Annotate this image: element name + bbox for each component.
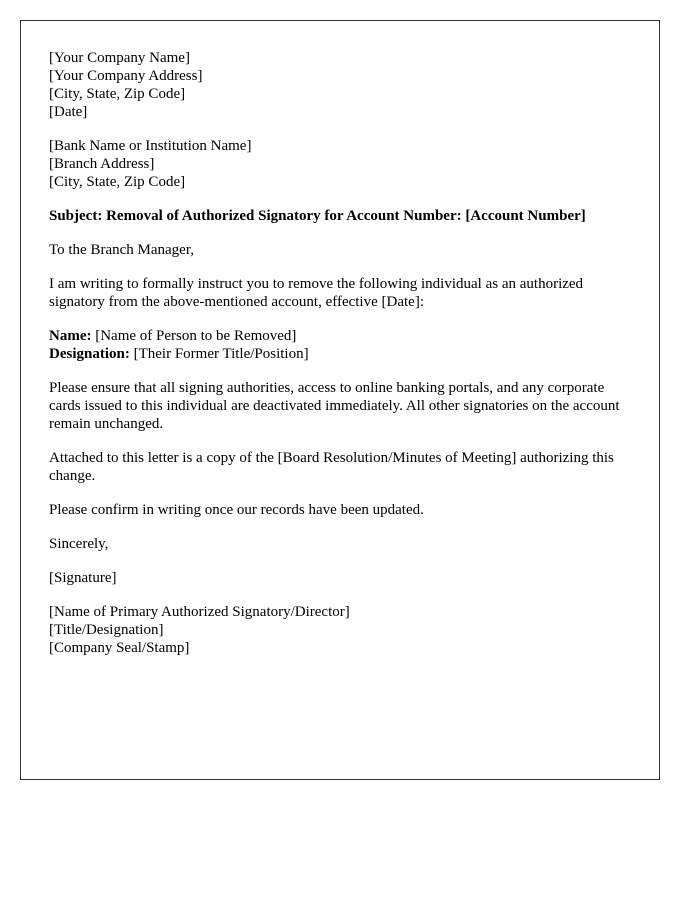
signatory-title: [Title/Designation] bbox=[49, 622, 164, 638]
letter-body bbox=[49, 49, 639, 673]
person-designation-row bbox=[49, 345, 639, 363]
intro-paragraph: I am writing to formally instruct you to remove the following individual as an authorized signatory from the above-mentioned account, effective [Date]: bbox=[49, 276, 584, 310]
name-label: Name: bbox=[49, 328, 92, 344]
salutation: To the Branch Manager, bbox=[49, 242, 194, 258]
person-name-row bbox=[49, 327, 639, 345]
sender-company-name: [Your Company Name] bbox=[49, 50, 190, 66]
closing: Sincerely, bbox=[49, 536, 109, 552]
attachment-paragraph: Attached to this letter is a copy of the [Board Resolution/Minutes of Meeting] authorizing this change. bbox=[49, 450, 614, 484]
recipient-address-block bbox=[49, 137, 639, 191]
sender-city-state-zip: [City, State, Zip Code] bbox=[49, 86, 186, 102]
recipient-city-state-zip: [City, State, Zip Code] bbox=[49, 174, 186, 190]
sender-address-block bbox=[49, 49, 639, 121]
designation-value: [Their Former Title/Position] bbox=[133, 346, 309, 362]
signature-placeholder: [Signature] bbox=[49, 570, 117, 586]
person-details bbox=[49, 327, 639, 363]
recipient-bank-name: [Bank Name or Institution Name] bbox=[49, 138, 252, 154]
recipient-branch-address: [Branch Address] bbox=[49, 156, 155, 172]
letter-date: [Date] bbox=[49, 104, 88, 120]
sender-company-address: [Your Company Address] bbox=[49, 68, 203, 84]
company-seal-placeholder: [Company Seal/Stamp] bbox=[49, 640, 190, 656]
name-value: [Name of Person to be Removed] bbox=[95, 328, 297, 344]
instruction-paragraph: Please ensure that all signing authorities, access to online banking portals, and any corporate cards issued to this individual are deactivated immediately. All other signatories on the account remain unchanged. bbox=[49, 380, 620, 432]
confirmation-paragraph: Please confirm in writing once our records have been updated. bbox=[49, 502, 424, 518]
signatory-block bbox=[49, 603, 639, 657]
letter-page bbox=[20, 20, 660, 780]
subject-line: Subject: Removal of Authorized Signatory for Account Number: [Account Number] bbox=[49, 208, 586, 224]
signatory-name: [Name of Primary Authorized Signatory/Director] bbox=[49, 604, 350, 620]
designation-label: Designation: bbox=[49, 346, 130, 362]
